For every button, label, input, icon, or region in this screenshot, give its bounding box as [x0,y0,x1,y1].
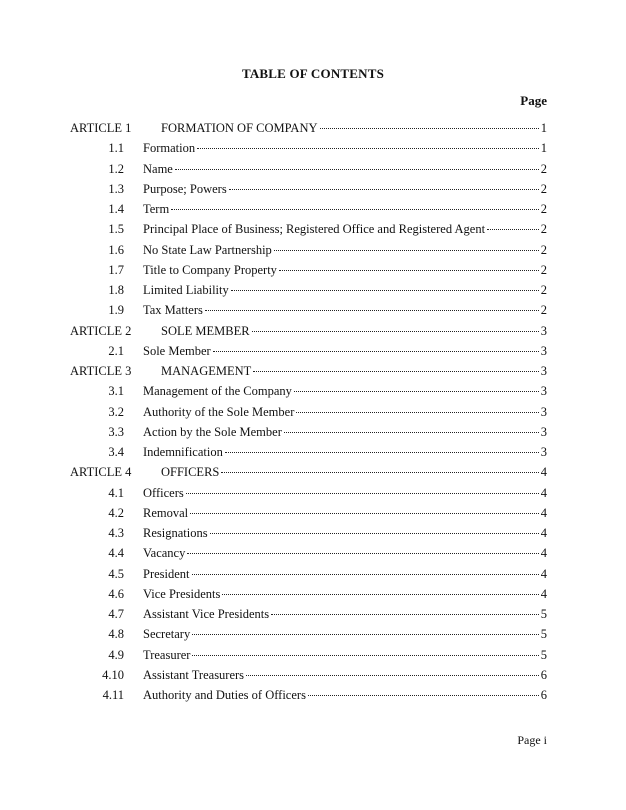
toc-entry-title: OFFICERS [161,465,220,480]
toc-entry-number: 3.3 [108,424,124,439]
dot-leader [175,169,539,170]
toc-entry-page-number: 3 [540,384,547,399]
toc-entry [143,624,547,644]
toc-entry [143,645,547,665]
toc-entry-number: ARTICLE 1 [70,121,132,135]
toc-entry [143,179,547,199]
toc-entry-title: Removal [143,505,189,520]
toc-title: TABLE OF CONTENTS [241,66,385,81]
toc-entry-title: Title to Company Property [143,262,277,277]
toc-section-row [0,665,626,685]
toc-entry-page-number: 3 [540,364,547,378]
dot-leader [186,493,539,494]
toc-entry-page-number: 2 [540,161,547,176]
toc-entry-number: ARTICLE 2 [70,323,132,338]
toc-section-row [0,300,626,320]
toc-entry [143,402,547,422]
toc-entry-page-number: 2 [540,303,547,318]
toc-entry-page-number: 5 [540,607,547,621]
toc-entry-page-number: 4 [540,566,547,581]
dot-leader [192,655,538,656]
dot-leader [205,310,539,311]
toc-entry-title: Officers [143,485,184,500]
page-footer: Page i [517,733,547,747]
toc-section-row [0,159,626,179]
toc-entry [143,442,547,462]
toc-entry-number: 4.7 [108,607,124,621]
toc-section-row [0,564,626,584]
toc-entry [143,159,547,179]
dot-leader [231,290,539,291]
toc-entry [161,361,547,381]
dot-leader [210,533,539,534]
toc-entry-number: 3.4 [108,445,124,459]
toc-section-row [0,604,626,624]
toc-entry [143,381,547,401]
toc-entry-title: Term [143,202,170,216]
toc-entry [143,219,547,239]
toc-entry-number: 4.1 [108,485,124,500]
toc-entry-number: 4.11 [102,688,124,702]
toc-entry-number: 4.2 [108,505,124,520]
toc-entry-page-number: 2 [540,222,547,237]
toc-entry [143,564,547,584]
toc-entry-title: Authority of the Sole Member [143,404,295,419]
toc-entry-title: No State Law Partnership [143,242,272,257]
toc-entry-number: 4.5 [108,566,124,581]
toc-entry-title: Action by the Sole Member [143,424,282,439]
toc-article-row [0,361,626,381]
toc-entry [143,685,547,705]
dot-leader [274,250,539,251]
toc-article-row [0,321,626,341]
toc-entry [143,341,547,361]
toc-section-row [0,402,626,422]
toc-entry-number: 4.6 [108,586,124,601]
toc-section-row [0,219,626,239]
toc-entry-title: Assistant Vice Presidents [143,607,270,621]
dot-leader [252,331,539,332]
toc-list [0,118,626,705]
toc-section-row [0,584,626,604]
toc-entry [143,300,547,320]
toc-entry-number: 1.9 [108,303,124,318]
toc-entry-title: Purpose; Powers [143,181,227,196]
toc-entry [143,240,547,260]
toc-entry-page-number: 6 [540,688,547,702]
toc-entry-title: Management of the Company [143,384,292,399]
toc-entry-page-number: 4 [540,485,547,500]
toc-entry [143,199,547,219]
dot-leader [190,513,539,514]
toc-entry-number: 3.2 [108,404,124,419]
toc-section-row [0,483,626,503]
toc-entry-number: 1.3 [108,181,124,196]
dot-leader [246,675,539,676]
toc-entry-page-number: 3 [540,424,547,439]
dot-leader [192,574,539,575]
toc-entry-page-number: 4 [540,526,547,540]
toc-entry-title: Limited Liability [143,283,229,297]
dot-leader [271,614,539,615]
toc-entry [143,665,547,685]
dot-leader [229,189,539,190]
toc-entry-number: 4.8 [108,627,124,642]
toc-section-row [0,543,626,563]
toc-entry-page-number: 4 [540,586,547,601]
dot-leader [171,209,539,210]
toc-section-row [0,645,626,665]
toc-entry-number: 1.5 [108,222,124,237]
toc-entry [161,118,547,138]
dot-leader [197,148,539,149]
toc-entry [143,584,547,604]
dot-leader [225,452,539,453]
toc-entry-number: 4.10 [102,667,124,682]
toc-entry-number: 4.4 [108,546,124,561]
toc-article-row [0,118,626,138]
dot-leader [187,553,538,554]
toc-entry-page-number: 4 [540,465,547,480]
dot-leader [320,128,539,129]
toc-entry-title: Formation [143,141,196,156]
toc-entry-page-number: 2 [540,242,547,257]
dot-leader [279,270,539,271]
toc-section-row [0,179,626,199]
toc-section-row [0,624,626,644]
toc-entry-page-number: 3 [540,445,547,459]
dot-leader [308,695,539,696]
toc-entry [143,604,547,624]
dot-leader [213,351,539,352]
dot-leader [253,371,538,372]
toc-section-row [0,442,626,462]
toc-entry-title: Principal Place of Business; Registered Office and Registered Agent [143,222,486,237]
page-column-header: Page [520,93,547,108]
toc-entry-page-number: 2 [540,202,547,216]
toc-entry-page-number: 4 [540,505,547,520]
toc-section-row [0,523,626,543]
toc-entry [161,462,547,482]
toc-entry-page-number: 1 [540,141,547,156]
toc-section-row [0,422,626,442]
dot-leader [221,472,538,473]
toc-entry-page-number: 3 [540,343,547,358]
toc-entry-title: Name [143,161,173,176]
toc-entry-title: Resignations [143,526,208,540]
toc-entry-number: 3.1 [108,384,124,399]
toc-entry-title: Vice Presidents [143,586,221,601]
dot-leader [296,412,538,413]
toc-entry-page-number: 2 [540,262,547,277]
toc-entry [143,543,547,563]
toc-entry-number: 4.9 [108,647,124,662]
toc-entry [143,422,547,442]
toc-section-row [0,138,626,158]
toc-entry-title: Treasurer [143,647,191,662]
toc-entry [143,523,547,543]
toc-section-row [0,240,626,260]
toc-entry-page-number: 6 [540,667,547,682]
toc-entry-page-number: 4 [540,546,547,561]
toc-entry [143,260,547,280]
toc-entry-title: Secretary [143,627,191,642]
toc-section-row [0,280,626,300]
dot-leader [222,594,538,595]
dot-leader [294,391,539,392]
toc-entry-title: Sole Member [143,343,211,358]
toc-entry-page-number: 5 [540,627,547,642]
toc-entry-page-number: 3 [540,404,547,419]
toc-entry-title: Assistant Treasurers [143,667,245,682]
toc-entry-title: President [143,566,190,581]
toc-section-row [0,685,626,705]
toc-entry-page-number: 2 [540,283,547,297]
toc-entry-title: FORMATION OF COMPANY [161,121,318,135]
toc-section-row [0,341,626,361]
toc-entry-title: Indemnification [143,445,223,459]
toc-entry-page-number: 5 [540,647,547,662]
toc-entry-title: Tax Matters [143,303,203,318]
toc-entry [143,503,547,523]
dot-leader [487,229,539,230]
toc-entry-page-number: 1 [540,121,547,135]
toc-entry [143,138,547,158]
toc-entry-title: Vacancy [143,546,186,561]
toc-entry-title: MANAGEMENT [161,364,252,378]
toc-section-row [0,381,626,401]
toc-entry [143,483,547,503]
toc-entry-title: Authority and Duties of Officers [143,688,306,702]
toc-section-row [0,199,626,219]
toc-entry-number: 1.1 [108,141,124,156]
dot-leader [284,432,539,433]
toc-entry [161,321,547,341]
toc-entry-number: 1.8 [108,283,124,297]
toc-entry-page-number: 2 [540,181,547,196]
toc-entry-number: 1.2 [108,161,124,176]
toc-article-row [0,462,626,482]
toc-entry-number: 1.6 [108,242,124,257]
toc-section-row [0,503,626,523]
toc-section-row [0,260,626,280]
toc-entry-page-number: 3 [540,323,547,338]
dot-leader [192,634,539,635]
toc-entry-number: 2.1 [108,343,124,358]
toc-entry-number: ARTICLE 3 [70,364,132,378]
toc-entry-number: 1.4 [108,202,124,216]
toc-entry-title: SOLE MEMBER [161,323,250,338]
toc-entry-number: ARTICLE 4 [70,465,132,480]
toc-entry-number: 1.7 [108,262,124,277]
toc-entry [143,280,547,300]
toc-entry-number: 4.3 [108,526,124,540]
